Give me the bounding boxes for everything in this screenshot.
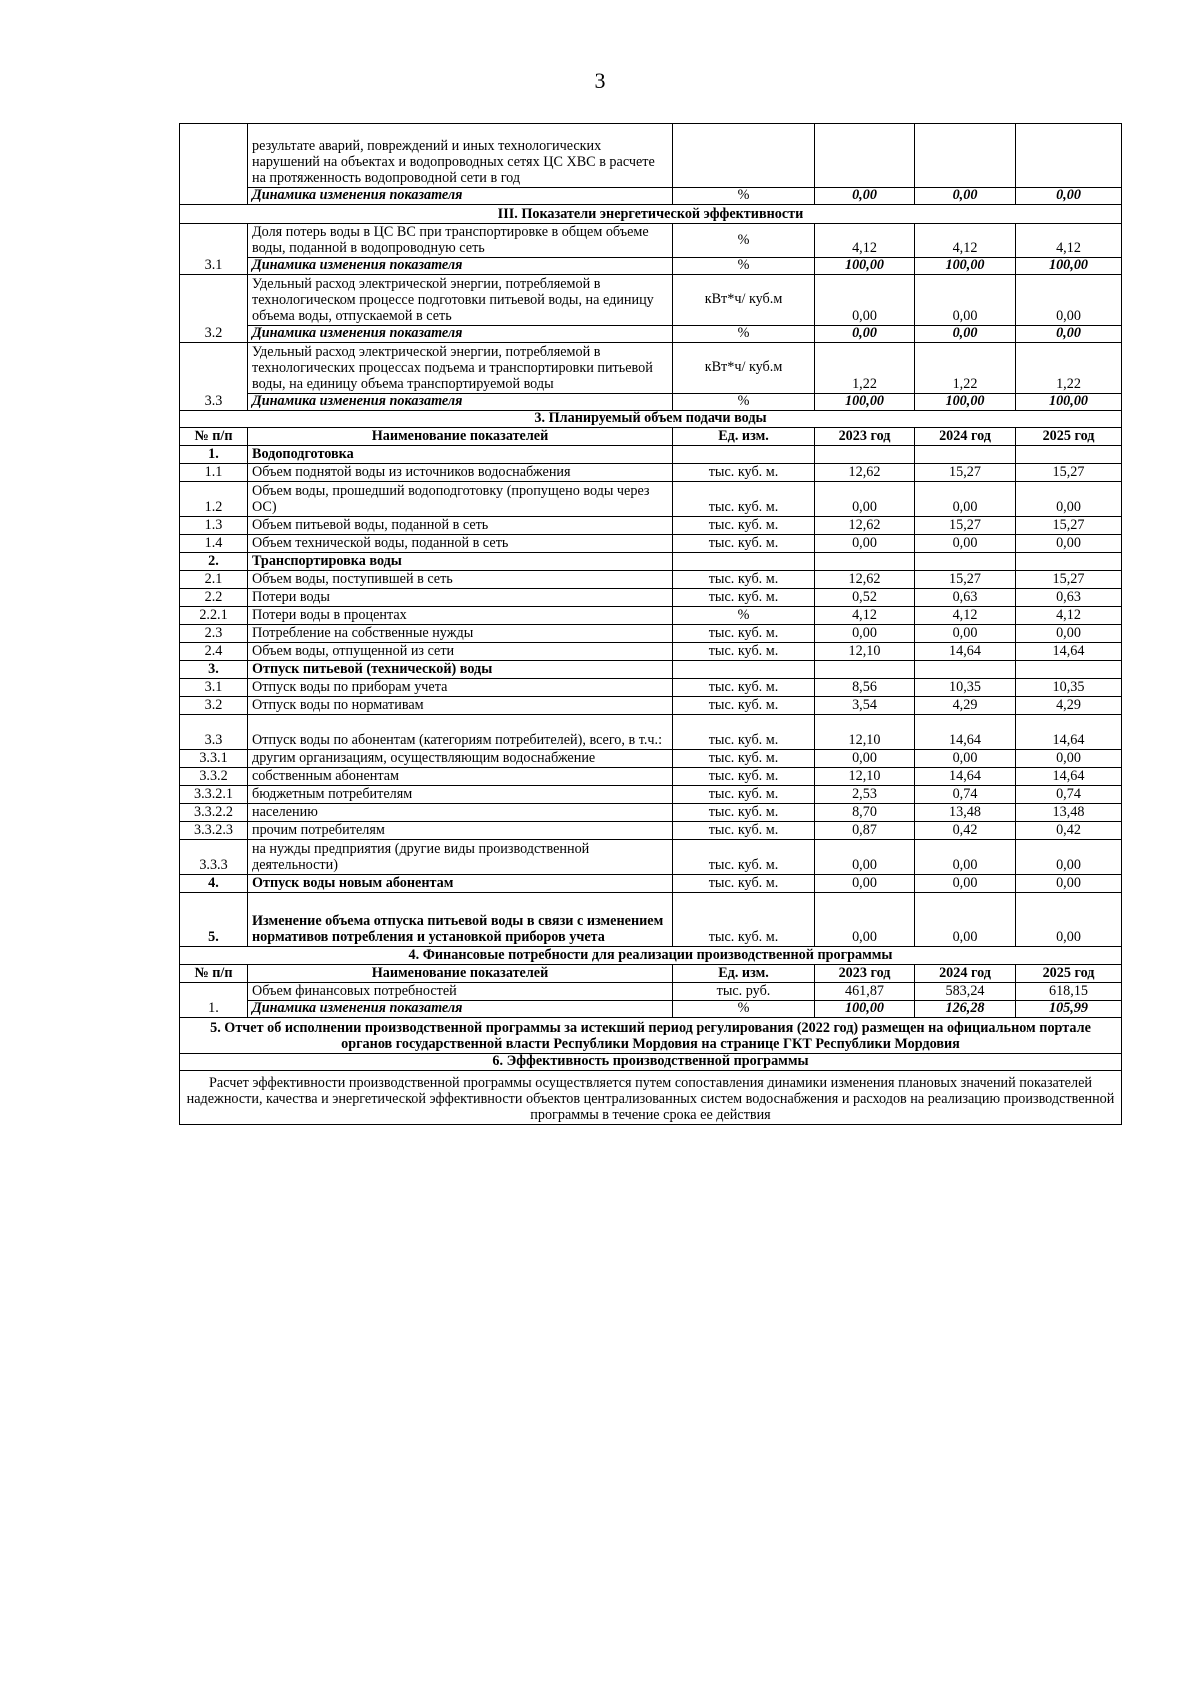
unit-cell xyxy=(673,553,815,571)
value-cell: 0,00 xyxy=(815,840,915,875)
indicator-name: Объем поднятой воды из источников водоснабжения xyxy=(248,464,673,482)
unit-cell: тыс. куб. м. xyxy=(673,840,815,875)
value-cell: 15,27 xyxy=(915,517,1016,535)
section-heading xyxy=(180,411,1122,428)
value-cell: 1,22 xyxy=(815,343,915,394)
value-cell: 0,00 xyxy=(915,625,1016,643)
value-cell: 0,00 xyxy=(815,535,915,553)
value-cell: 0,42 xyxy=(915,822,1016,840)
indicator-name: Удельный расход электрической энергии, потребляемой в технологических процессах подъема и транспортировки питьевой воды, на единицу объема транспортируемой воды xyxy=(248,343,673,394)
table-row xyxy=(180,1071,1122,1125)
indicator-name: Водоподготовка xyxy=(248,446,673,464)
unit-cell: % xyxy=(673,1001,815,1018)
row-number: 2.3 xyxy=(180,625,248,643)
header-row xyxy=(180,428,1122,446)
dynamics-row xyxy=(180,188,1122,205)
table-row xyxy=(180,715,1122,750)
indicator-name: Объем питьевой воды, поданной в сеть xyxy=(248,517,673,535)
table-row xyxy=(180,517,1122,535)
value-cell xyxy=(815,661,915,679)
indicator-name: Доля потерь воды в ЦС ВС при транспортировке в общем объеме воды, поданной в водопроводную сеть xyxy=(248,224,673,258)
indicator-name: Отпуск воды по приборам учета xyxy=(248,679,673,697)
table-row xyxy=(180,768,1122,786)
unit-cell xyxy=(673,661,815,679)
value-cell: 14,64 xyxy=(915,715,1016,750)
indicator-name: Отпуск питьевой (технической) воды xyxy=(248,661,673,679)
value-cell: 4,12 xyxy=(815,607,915,625)
dynamics-row xyxy=(180,326,1122,343)
unit-cell: кВт*ч/ куб.м xyxy=(673,275,815,326)
table-row xyxy=(180,571,1122,589)
unit-cell: % xyxy=(673,326,815,343)
value-cell: 4,12 xyxy=(1016,224,1122,258)
value-cell: 0,00 xyxy=(1016,893,1122,947)
row-number: 3.3.2.2 xyxy=(180,804,248,822)
value-cell: 100,00 xyxy=(815,258,915,275)
header-cell: Наименование показателей xyxy=(248,428,673,446)
dynamics-label: Динамика изменения показателя xyxy=(248,188,673,205)
row-number: 3.3.3 xyxy=(180,840,248,875)
value-cell xyxy=(815,446,915,464)
value-cell: 4,29 xyxy=(915,697,1016,715)
row-number: 5. xyxy=(180,893,248,947)
value-cell xyxy=(915,553,1016,571)
section-heading xyxy=(180,1018,1122,1054)
table-row xyxy=(180,589,1122,607)
section-5-text: 5. Отчет об исполнении производственной программы за истекший период регулирования (2022 год) размещен на официальном портале органов государственной власти Республики Мордовия на странице ГКТ Республики Мордовия xyxy=(180,1018,1122,1054)
indicators-table xyxy=(179,123,1122,1125)
value-cell: 0,00 xyxy=(915,840,1016,875)
value-cell: 0,00 xyxy=(915,188,1016,205)
value-cell: 0,00 xyxy=(915,875,1016,893)
value-cell: 0,00 xyxy=(815,275,915,326)
value-cell: 2,53 xyxy=(815,786,915,804)
value-cell: 4,29 xyxy=(1016,697,1122,715)
value-cell: 12,10 xyxy=(815,715,915,750)
unit-cell: тыс. куб. м. xyxy=(673,768,815,786)
value-cell: 0,00 xyxy=(1016,625,1122,643)
table-row xyxy=(180,535,1122,553)
value-cell: 13,48 xyxy=(915,804,1016,822)
value-cell: 12,62 xyxy=(815,517,915,535)
value-cell: 0,63 xyxy=(915,589,1016,607)
indicator-name: Объем технической воды, поданной в сеть xyxy=(248,535,673,553)
value-cell: 0,00 xyxy=(815,482,915,517)
value-cell: 0,00 xyxy=(815,326,915,343)
dynamics-label: Динамика изменения показателя xyxy=(248,1001,673,1018)
indicator-name: Изменение объема отпуска питьевой воды в связи с изменением нормативов потребления и установкой приборов учета xyxy=(248,893,673,947)
value-cell: 0,00 xyxy=(1016,535,1122,553)
value-cell: 0,74 xyxy=(915,786,1016,804)
table-row xyxy=(180,275,1122,326)
indicator-name: Объем воды, прошедший водоподготовку (пропущено воды через ОС) xyxy=(248,482,673,517)
value-cell xyxy=(915,124,1016,188)
value-cell: 8,56 xyxy=(815,679,915,697)
value-cell: 0,00 xyxy=(1016,326,1122,343)
value-cell xyxy=(915,446,1016,464)
row-number: 3.3 xyxy=(180,343,248,411)
table-row xyxy=(180,343,1122,394)
section-heading xyxy=(180,947,1122,965)
group-row xyxy=(180,553,1122,571)
row-number: 3.1 xyxy=(180,679,248,697)
unit-cell: % xyxy=(673,188,815,205)
row-number: 1. xyxy=(180,446,248,464)
group-row xyxy=(180,446,1122,464)
unit-cell: % xyxy=(673,224,815,258)
dynamics-row xyxy=(180,258,1122,275)
value-cell: 0,00 xyxy=(1016,840,1122,875)
table-row xyxy=(180,625,1122,643)
table-row xyxy=(180,840,1122,875)
value-cell: 100,00 xyxy=(815,1001,915,1018)
value-cell: 15,27 xyxy=(1016,571,1122,589)
value-cell: 0,00 xyxy=(915,482,1016,517)
value-cell: 0,52 xyxy=(815,589,915,607)
value-cell: 0,63 xyxy=(1016,589,1122,607)
indicator-name: населению xyxy=(248,804,673,822)
unit-cell: тыс. куб. м. xyxy=(673,804,815,822)
value-cell: 0,00 xyxy=(1016,275,1122,326)
table-row xyxy=(180,607,1122,625)
table-row xyxy=(180,750,1122,768)
value-cell: 8,70 xyxy=(815,804,915,822)
unit-cell: тыс. куб. м. xyxy=(673,715,815,750)
row-number: 2.4 xyxy=(180,643,248,661)
value-cell: 618,15 xyxy=(1016,983,1122,1001)
value-cell: 461,87 xyxy=(815,983,915,1001)
indicator-name: собственным абонентам xyxy=(248,768,673,786)
value-cell: 15,27 xyxy=(915,571,1016,589)
section-title: 4. Финансовые потребности для реализации производственной программы xyxy=(180,947,1122,965)
header-cell: Наименование показателей xyxy=(248,965,673,983)
unit-cell: тыс. куб. м. xyxy=(673,482,815,517)
unit-cell: тыс. куб. м. xyxy=(673,517,815,535)
header-cell: Ед. изм. xyxy=(673,428,815,446)
unit-cell xyxy=(673,124,815,188)
indicator-name: Отпуск воды по абонентам (категориям потребителей), всего, в т.ч.: xyxy=(248,715,673,750)
value-cell: 15,27 xyxy=(1016,517,1122,535)
value-cell: 15,27 xyxy=(915,464,1016,482)
value-cell: 3,54 xyxy=(815,697,915,715)
value-cell: 0,00 xyxy=(1016,188,1122,205)
value-cell: 14,64 xyxy=(1016,768,1122,786)
dynamics-row xyxy=(180,394,1122,411)
value-cell: 13,48 xyxy=(1016,804,1122,822)
unit-cell: % xyxy=(673,394,815,411)
value-cell: 0,00 xyxy=(1016,750,1122,768)
unit-cell: тыс. куб. м. xyxy=(673,822,815,840)
indicator-name: Удельный расход электрической энергии, потребляемой в технологическом процессе подготовки питьевой воды, на единицу объема воды, отпускаемой в сеть xyxy=(248,275,673,326)
page-number: 3 xyxy=(594,68,606,93)
row-number: 2. xyxy=(180,553,248,571)
table-row xyxy=(180,697,1122,715)
dynamics-label: Динамика изменения показателя xyxy=(248,258,673,275)
value-cell xyxy=(815,553,915,571)
value-cell: 12,10 xyxy=(815,643,915,661)
indicator-name: Объем финансовых потребностей xyxy=(248,983,673,1001)
header-cell: Ед. изм. xyxy=(673,965,815,983)
value-cell: 12,62 xyxy=(815,464,915,482)
unit-cell: тыс. руб. xyxy=(673,983,815,1001)
value-cell xyxy=(1016,553,1122,571)
value-cell: 0,00 xyxy=(915,326,1016,343)
value-cell xyxy=(815,124,915,188)
indicator-name: Объем воды, поступившей в сеть xyxy=(248,571,673,589)
value-cell: 0,00 xyxy=(815,750,915,768)
value-cell: 0,00 xyxy=(1016,875,1122,893)
value-cell: 14,64 xyxy=(1016,715,1122,750)
value-cell: 0,00 xyxy=(915,275,1016,326)
indicator-name: бюджетным потребителям xyxy=(248,786,673,804)
section-heading xyxy=(180,1054,1122,1071)
row-number: 3.3 xyxy=(180,715,248,750)
value-cell: 0,00 xyxy=(1016,482,1122,517)
value-cell: 0,00 xyxy=(915,535,1016,553)
header-cell: 2023 год xyxy=(815,965,915,983)
value-cell: 100,00 xyxy=(915,394,1016,411)
value-cell: 583,24 xyxy=(915,983,1016,1001)
unit-cell: кВт*ч/ куб.м xyxy=(673,343,815,394)
table-row xyxy=(180,482,1122,517)
value-cell: 14,64 xyxy=(915,768,1016,786)
group-row xyxy=(180,893,1122,947)
section-title: 6. Эффективность производственной программы xyxy=(180,1054,1122,1071)
value-cell: 14,64 xyxy=(1016,643,1122,661)
header-row xyxy=(180,965,1122,983)
row-number: 1.2 xyxy=(180,482,248,517)
table-row xyxy=(180,786,1122,804)
value-cell: 0,00 xyxy=(915,750,1016,768)
value-cell: 100,00 xyxy=(1016,394,1122,411)
value-cell: 12,62 xyxy=(815,571,915,589)
unit-cell: тыс. куб. м. xyxy=(673,893,815,947)
value-cell xyxy=(915,661,1016,679)
header-cell: 2025 год xyxy=(1016,428,1122,446)
dynamics-label: Динамика изменения показателя xyxy=(248,394,673,411)
value-cell: 10,35 xyxy=(1016,679,1122,697)
value-cell xyxy=(1016,661,1122,679)
value-cell: 0,00 xyxy=(915,893,1016,947)
table-row xyxy=(180,983,1122,1001)
header-cell: 2025 год xyxy=(1016,965,1122,983)
header-cell: № п/п xyxy=(180,428,248,446)
value-cell: 1,22 xyxy=(1016,343,1122,394)
value-cell: 0,87 xyxy=(815,822,915,840)
indicator-name: Транспортировка воды xyxy=(248,553,673,571)
group-row xyxy=(180,875,1122,893)
table-row xyxy=(180,643,1122,661)
unit-cell: тыс. куб. м. xyxy=(673,875,815,893)
indicator-name: другим организациям, осуществляющим водоснабжение xyxy=(248,750,673,768)
row-number: 2.1 xyxy=(180,571,248,589)
unit-cell: тыс. куб. м. xyxy=(673,786,815,804)
unit-cell: тыс. куб. м. xyxy=(673,643,815,661)
table-row xyxy=(180,679,1122,697)
value-cell xyxy=(1016,446,1122,464)
indicators-table-body xyxy=(180,124,1122,1125)
indicator-name: на нужды предприятия (другие виды производственной деятельности) xyxy=(248,840,673,875)
section-heading xyxy=(180,205,1122,224)
header-cell: 2024 год xyxy=(915,965,1016,983)
header-cell: № п/п xyxy=(180,965,248,983)
row-number: 3.2 xyxy=(180,697,248,715)
row-number: 1.3 xyxy=(180,517,248,535)
unit-cell: тыс. куб. м. xyxy=(673,697,815,715)
unit-cell xyxy=(673,446,815,464)
value-cell: 0,00 xyxy=(815,188,915,205)
row-number: 3.3.2.1 xyxy=(180,786,248,804)
value-cell: 12,10 xyxy=(815,768,915,786)
value-cell: 4,12 xyxy=(915,607,1016,625)
dynamics-row xyxy=(180,1001,1122,1018)
table-row xyxy=(180,822,1122,840)
value-cell xyxy=(1016,124,1122,188)
value-cell: 0,42 xyxy=(1016,822,1122,840)
row-number: 2.2.1 xyxy=(180,607,248,625)
table-row xyxy=(180,124,1122,188)
section-title: III. Показатели энергетической эффективности xyxy=(180,205,1122,224)
table-row xyxy=(180,224,1122,258)
row-number: 3.2 xyxy=(180,275,248,343)
row-number: 3.3.2 xyxy=(180,768,248,786)
unit-cell: % xyxy=(673,258,815,275)
unit-cell: тыс. куб. м. xyxy=(673,535,815,553)
value-cell: 0,74 xyxy=(1016,786,1122,804)
indicator-name: Отпуск воды по нормативам xyxy=(248,697,673,715)
value-cell: 0,00 xyxy=(815,893,915,947)
indicator-name: Отпуск воды новым абонентам xyxy=(248,875,673,893)
value-cell: 105,99 xyxy=(1016,1001,1122,1018)
unit-cell: тыс. куб. м. xyxy=(673,679,815,697)
indicator-name: Потери воды xyxy=(248,589,673,607)
row-number: 3. xyxy=(180,661,248,679)
value-cell: 1,22 xyxy=(915,343,1016,394)
value-cell: 100,00 xyxy=(815,394,915,411)
dynamics-label: Динамика изменения показателя xyxy=(248,326,673,343)
unit-cell: тыс. куб. м. xyxy=(673,589,815,607)
row-number: 1. xyxy=(180,983,248,1018)
efficiency-note: Расчет эффективности производственной программы осуществляется путем сопоставления динамики изменения плановых значений показателей надежности, качества и энергетической эффективности объектов централизованных систем водоснабжения и расходов на реализацию производственной программы в течение срока ее действия xyxy=(180,1071,1122,1125)
row-number: 4. xyxy=(180,875,248,893)
value-cell: 0,00 xyxy=(815,625,915,643)
value-cell: 126,28 xyxy=(915,1001,1016,1018)
row-number: 3.3.1 xyxy=(180,750,248,768)
value-cell: 4,12 xyxy=(1016,607,1122,625)
row-number: 2.2 xyxy=(180,589,248,607)
value-cell: 100,00 xyxy=(915,258,1016,275)
unit-cell: % xyxy=(673,607,815,625)
unit-cell: тыс. куб. м. xyxy=(673,750,815,768)
row-number: 3.3.2.3 xyxy=(180,822,248,840)
row-number: 1.1 xyxy=(180,464,248,482)
group-row xyxy=(180,661,1122,679)
unit-cell: тыс. куб. м. xyxy=(673,464,815,482)
table-row xyxy=(180,804,1122,822)
value-cell: 10,35 xyxy=(915,679,1016,697)
table-row xyxy=(180,464,1122,482)
header-cell: 2024 год xyxy=(915,428,1016,446)
indicator-name: Объем воды, отпущенной из сети xyxy=(248,643,673,661)
header-cell: 2023 год xyxy=(815,428,915,446)
indicator-name: прочим потребителям xyxy=(248,822,673,840)
indicator-name: Потери воды в процентах xyxy=(248,607,673,625)
value-cell: 100,00 xyxy=(1016,258,1122,275)
row-number: 3.1 xyxy=(180,224,248,275)
value-cell: 0,00 xyxy=(815,875,915,893)
unit-cell: тыс. куб. м. xyxy=(673,625,815,643)
value-cell: 4,12 xyxy=(815,224,915,258)
value-cell: 14,64 xyxy=(915,643,1016,661)
row-number: 1.4 xyxy=(180,535,248,553)
section-title: 3. Планируемый объем подачи воды xyxy=(180,411,1122,428)
value-cell: 4,12 xyxy=(915,224,1016,258)
row-number xyxy=(180,124,248,205)
unit-cell: тыс. куб. м. xyxy=(673,571,815,589)
value-cell: 15,27 xyxy=(1016,464,1122,482)
indicator-name: Потребление на собственные нужды xyxy=(248,625,673,643)
indicator-name: результате аварий, повреждений и иных технологических нарушений на объектах и водопроводных сетях ЦС ХВС в расчете на протяженность водопроводной сети в год xyxy=(248,124,673,188)
